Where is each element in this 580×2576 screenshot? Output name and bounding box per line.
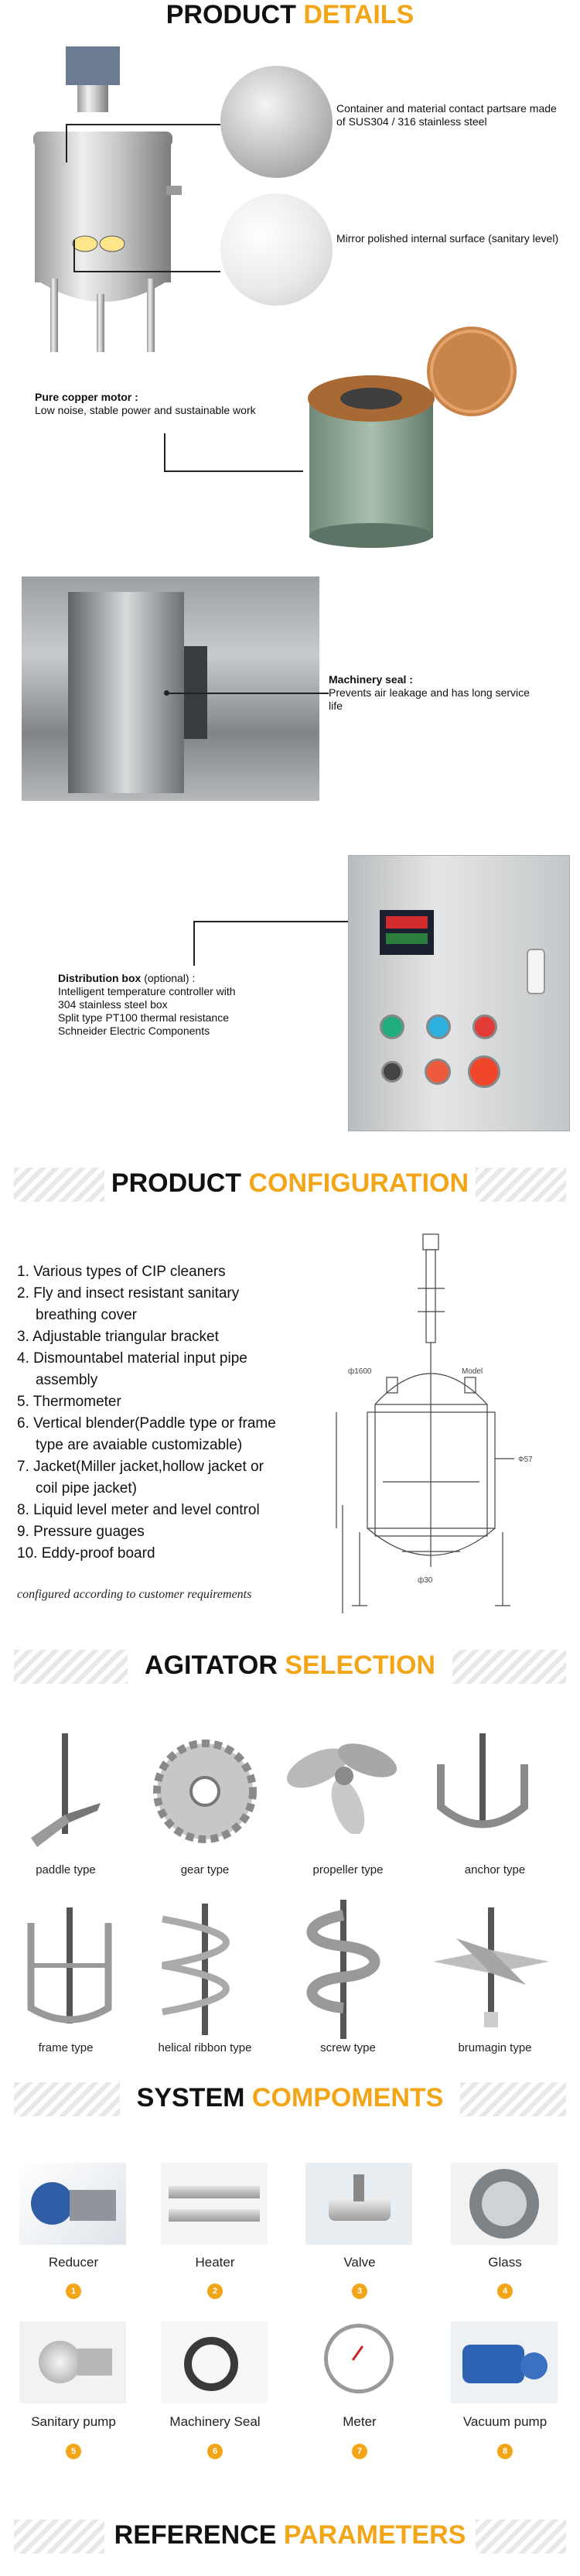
component-number-badge: 3	[352, 2284, 367, 2299]
config-item: 5. Thermometer	[17, 1394, 121, 1410]
seal-caption	[329, 673, 545, 713]
title-word-1: SYSTEM	[136, 2083, 245, 2112]
title-word-2: COMPOMENTS	[251, 2083, 444, 2112]
leader-line	[166, 693, 329, 694]
component-label: Valve	[343, 2255, 376, 2270]
component-number-badge: 8	[497, 2444, 513, 2459]
component-label: Reducer	[48, 2255, 99, 2270]
section-title-configuration	[0, 1168, 580, 1199]
drawing-label: Ф57	[518, 1456, 533, 1464]
screw-agitator-icon	[294, 1900, 394, 2039]
temperature-controller-display	[380, 910, 434, 955]
frame-agitator-icon	[15, 1907, 124, 2039]
helical-ribbon-agitator-icon	[147, 1904, 263, 2035]
tank-technical-drawing	[329, 1226, 568, 1613]
container-caption: Container and material contact partsare made of SUS304 / 316 stainless steel	[336, 102, 557, 128]
component-label: Heater	[195, 2255, 235, 2270]
box-line-1: Intelligent temperature controller with	[58, 985, 236, 997]
section-title-agitator	[0, 1651, 580, 1681]
emergency-stop-button	[468, 1055, 500, 1088]
leader-dot	[164, 690, 169, 696]
meter-image	[305, 2321, 412, 2403]
agitator-label: paddle type	[36, 1863, 96, 1876]
leader-line	[73, 240, 75, 271]
motor-caption	[35, 391, 321, 417]
configuration-note: configured according to customer requirements	[17, 1588, 252, 1601]
config-item: 10. Eddy-proof board	[17, 1545, 155, 1562]
stainless-steel-disc	[220, 66, 333, 178]
title-word-1: PRODUCT	[165, 0, 296, 29]
agitator-label: brumagin type	[458, 2041, 532, 2054]
component-number-badge: 1	[66, 2284, 81, 2299]
config-item: 3. Adjustable triangular bracket	[17, 1329, 219, 1345]
heater-image	[161, 2163, 268, 2245]
mirror-caption: Mirror polished internal surface (sanitary level)	[336, 232, 559, 245]
leader-line	[193, 921, 195, 966]
leader-line	[164, 433, 165, 472]
title-word-2: SELECTION	[285, 1651, 435, 1680]
drawing-label: Model	[462, 1367, 483, 1376]
component-label: Glass	[488, 2255, 522, 2270]
component-label: Meter	[343, 2414, 377, 2429]
agitator-label: helical ribbon type	[158, 2041, 252, 2054]
distribution-box-caption	[58, 972, 360, 1038]
indicator-light-red	[473, 1014, 497, 1039]
leader-line	[73, 271, 220, 272]
config-item: 8. Liquid level meter and level control	[17, 1502, 260, 1518]
box-title: Distribution box	[58, 972, 142, 984]
component-number-badge: 7	[352, 2444, 367, 2459]
component-number-badge: 6	[207, 2444, 223, 2459]
agitator-label: propeller type	[312, 1863, 384, 1876]
config-item: 2. Fly and insect resistant sanitary	[17, 1285, 240, 1302]
config-item: type are avaiable customizable)	[36, 1437, 243, 1453]
mirror-polished-disc	[220, 193, 333, 306]
machinery-seal-image	[22, 576, 319, 801]
motor-text: Low noise, stable power and sustainable work	[35, 404, 256, 416]
sanitary-pump-image	[19, 2321, 126, 2403]
config-item: 9. Pressure guages	[17, 1524, 145, 1540]
push-button-red	[425, 1059, 451, 1085]
config-item: 4. Dismountabel material input pipe	[17, 1350, 247, 1367]
component-label: Machinery Seal	[169, 2414, 261, 2429]
leader-line	[66, 124, 67, 162]
copper-motor-image	[302, 325, 534, 549]
title-word-1: REFERENCE	[114, 2520, 277, 2550]
leader-line	[164, 470, 303, 472]
motor-title: Pure copper motor :	[35, 391, 138, 403]
title-word-2: PARAMETERS	[283, 2520, 466, 2550]
component-label: Vacuum pump	[462, 2414, 548, 2429]
component-label: Sanitary pump	[31, 2414, 116, 2429]
propeller-agitator-icon	[282, 1726, 406, 1834]
title-word-2: DETAILS	[303, 0, 415, 29]
seal-title: Machinery seal :	[329, 673, 413, 686]
agitator-label: anchor type	[464, 1863, 526, 1876]
box-line-2: 304 stainless steel box	[58, 998, 168, 1011]
glass-image	[451, 2163, 558, 2245]
leader-line	[66, 124, 220, 125]
section-title-reference	[0, 2520, 580, 2550]
section-title-system	[0, 2083, 580, 2113]
component-number-badge: 4	[497, 2284, 513, 2299]
machinery-seal-part-image	[161, 2321, 268, 2403]
config-item: coil pipe jacket)	[36, 1480, 137, 1497]
config-item: 7. Jacket(Miller jacket,hollow jacket or	[17, 1459, 264, 1475]
box-line-3: Split type PT100 thermal resistance	[58, 1011, 229, 1024]
config-item: breathing cover	[36, 1307, 137, 1323]
seal-text: Prevents air leakage and has long service life	[329, 686, 530, 712]
leader-line	[193, 921, 373, 922]
vacuum-pump-image	[451, 2321, 558, 2403]
valve-image	[305, 2163, 412, 2245]
reducer-image	[19, 2163, 126, 2245]
door-handle	[527, 949, 545, 994]
anchor-agitator-icon	[425, 1733, 541, 1849]
title-word-1: PRODUCT	[111, 1168, 242, 1198]
box-line-4: Schneider Electric Components	[58, 1025, 210, 1037]
component-number-badge: 5	[66, 2444, 81, 2459]
agitator-label: screw type	[320, 2041, 376, 2054]
config-item: 6. Vertical blender(Paddle type or frame	[17, 1415, 276, 1432]
title-word-2: CONFIGURATION	[248, 1168, 469, 1198]
drawing-label: ф30	[418, 1576, 433, 1585]
indicator-light-blue	[426, 1014, 451, 1039]
paddle-agitator-icon	[15, 1729, 116, 1853]
agitator-label: frame type	[38, 2041, 94, 2054]
drawing-label: ф1600	[348, 1367, 372, 1376]
box-optional: (optional) :	[144, 972, 196, 984]
config-item: assembly	[36, 1372, 98, 1388]
selector-switch	[381, 1061, 403, 1083]
section-title-details	[0, 0, 580, 30]
component-number-badge: 2	[207, 2284, 223, 2299]
brumagin-agitator-icon	[425, 1907, 557, 2031]
title-word-1: AGITATOR	[145, 1651, 278, 1680]
indicator-light-green	[380, 1014, 404, 1039]
distribution-box-image	[348, 855, 570, 1131]
config-item: 1. Various types of CIP cleaners	[17, 1264, 226, 1280]
agitator-label: gear type	[180, 1863, 230, 1876]
gear-agitator-icon	[147, 1733, 263, 1849]
tank-image	[19, 46, 189, 356]
configuration-list	[17, 1261, 319, 1565]
